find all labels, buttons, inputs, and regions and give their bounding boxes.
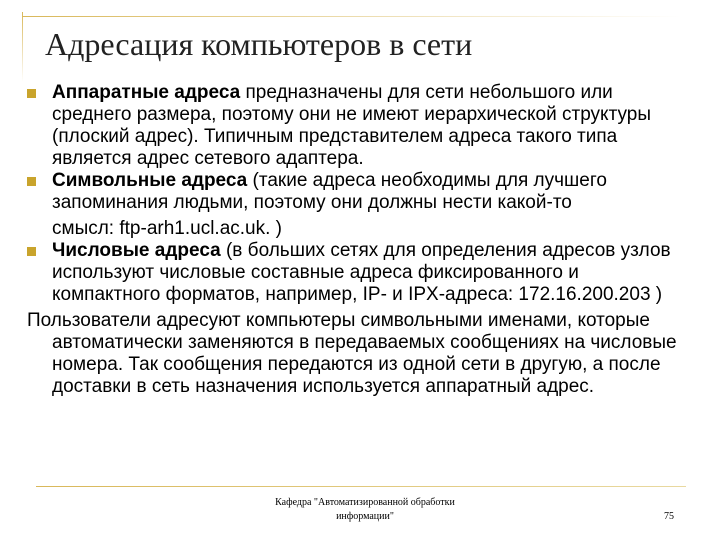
square-bullet-icon: [27, 89, 36, 98]
bullet-term: Аппаратные адреса: [52, 82, 241, 103]
bullet-term: Символьные адреса: [52, 170, 248, 191]
summary-paragraph: Пользователи адресуют компьютеры символьными именами, которые автоматически заменяются в передаваемых сообщениях на числовые номера. Так сообщения передаются из одной сети в другую, а после доставки в сеть назначения используется аппаратный адрес.: [27, 310, 677, 397]
bullet-term: Числовые адреса: [52, 240, 221, 261]
bullet-text: (такие адреса необходимы для лучшего запоминания людьми, поэтому они должны нести какой-то: [52, 170, 607, 213]
footer-department: [240, 496, 490, 524]
footer-line-1: Кафедра "Автоматизированной обработки: [275, 497, 455, 508]
bullet-example: смысл: ftp-arh1.ucl.ac.uk. ): [52, 218, 282, 239]
bullet-text: предназначены для сети небольшого или среднего размера, поэтому они не имеют иерархической структуры (плоский адрес). Типичным представителем адреса такого типа является адрес сетевого адаптера.: [52, 82, 652, 169]
bullet-numeric-addresses: [27, 240, 692, 306]
decorative-horizontal-line: [22, 16, 682, 17]
bullet-symbolic-addresses: [27, 170, 692, 240]
bullet-hardware-addresses: [27, 82, 692, 170]
square-bullet-icon: [27, 177, 36, 186]
slide-content: [27, 82, 692, 398]
decorative-vertical-line: [22, 12, 23, 82]
page-number: 75: [664, 511, 674, 522]
square-bullet-icon: [27, 247, 36, 256]
footer-divider: [36, 486, 686, 487]
bullet-text: (в больших сетях для определения адресов узлов используют числовые составные адреса фиксированного и компактного форматов, например, IP- и IPX-адреса: 172.16.200.203 ): [52, 240, 671, 305]
slide-title: Адресация компьютеров в сети: [45, 26, 473, 62]
footer-line-2: информации": [336, 511, 394, 522]
